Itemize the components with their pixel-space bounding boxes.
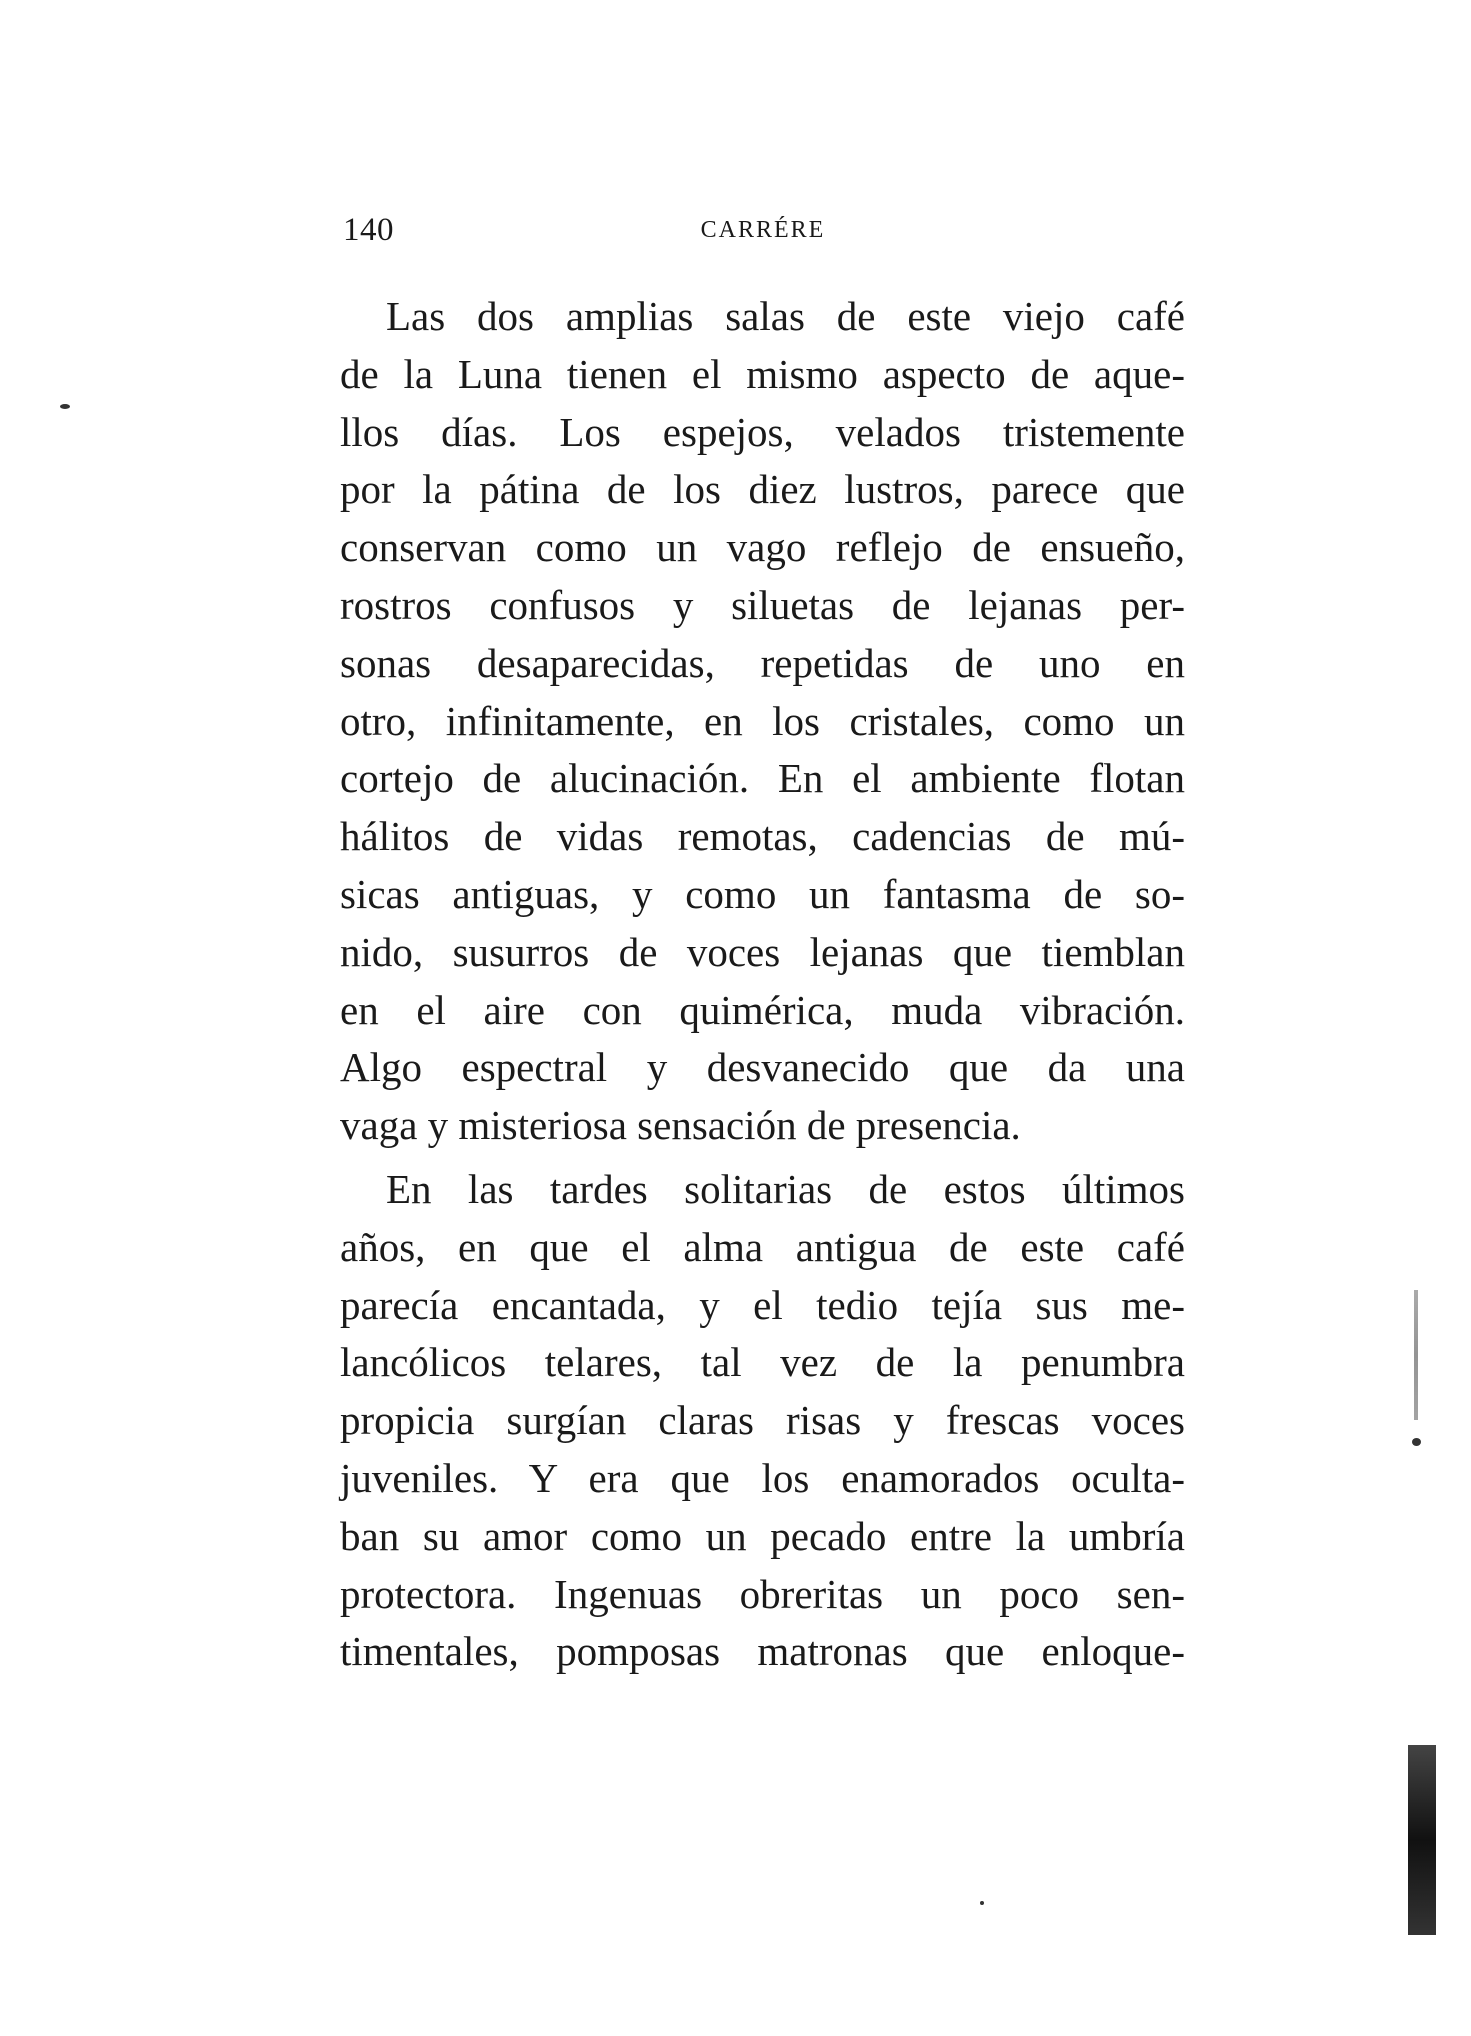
paragraph-2 — [340, 1161, 1185, 1681]
text-line: otro, infinitamente, en los cristales, como un — [340, 697, 1185, 744]
body-text — [340, 288, 1185, 1681]
text-line: lancólicos telares, tal vez de la penumbra — [340, 1339, 1185, 1386]
page-number: 140 — [343, 212, 394, 248]
text-line: nido, susurros de voces lejanas que tiemblan — [340, 928, 1185, 975]
scan-edge-mark — [1414, 1290, 1418, 1420]
text-line: timentales, pomposas matronas que enloque- — [340, 1628, 1185, 1675]
text-line: parecía encantada, y el tedio tejía sus me- — [340, 1281, 1185, 1328]
text-line: Algo espectral y desvanecido que da una — [340, 1044, 1185, 1091]
text-line: ban su amor como un pecado entre la umbría — [340, 1512, 1185, 1559]
text-line: rostros confusos y siluetas de lejanas per- — [340, 581, 1185, 628]
paragraph-1 — [340, 288, 1185, 1155]
text-line: de la Luna tienen el mismo aspecto de aque- — [340, 350, 1185, 397]
text-line: años, en que el alma antigua de este café — [340, 1223, 1185, 1270]
text-line: protectora. Ingenuas obreritas un poco sen- — [340, 1570, 1185, 1617]
text-line: propicia surgían claras risas y frescas voces — [340, 1397, 1185, 1444]
text-line: en el aire con quimérica, muda vibración. — [340, 986, 1185, 1033]
text-line: Las dos amplias salas de este viejo café — [386, 293, 1185, 339]
text-line: sicas antiguas, y como un fantasma de so- — [340, 870, 1185, 917]
text-line: vaga y misteriosa sensación de presencia. — [340, 1102, 1021, 1149]
text-line: cortejo de alucinación. En el ambiente flotan — [340, 755, 1185, 802]
scan-edge-mark — [1408, 1745, 1436, 1935]
scan-speck — [980, 1901, 984, 1905]
page-header — [343, 212, 1183, 252]
text-line: por la pátina de los diez lustros, parece que — [340, 466, 1185, 513]
text-line: En las tardes solitarias de estos últimos — [386, 1165, 1185, 1212]
text-line: juveniles. Y era que los enamorados oculta- — [340, 1454, 1185, 1501]
text-line: hálitos de vidas remotas, cadencias de mú- — [340, 813, 1185, 860]
running-head: CARRÉRE — [700, 217, 826, 243]
text-line: conservan como un vago reflejo de ensueño, — [340, 524, 1185, 571]
scan-speck — [1412, 1438, 1421, 1446]
text-line: sonas desaparecidas, repetidas de uno en — [340, 639, 1185, 686]
text-line: llos días. Los espejos, velados tristemente — [340, 408, 1185, 455]
scan-speck — [60, 404, 70, 409]
